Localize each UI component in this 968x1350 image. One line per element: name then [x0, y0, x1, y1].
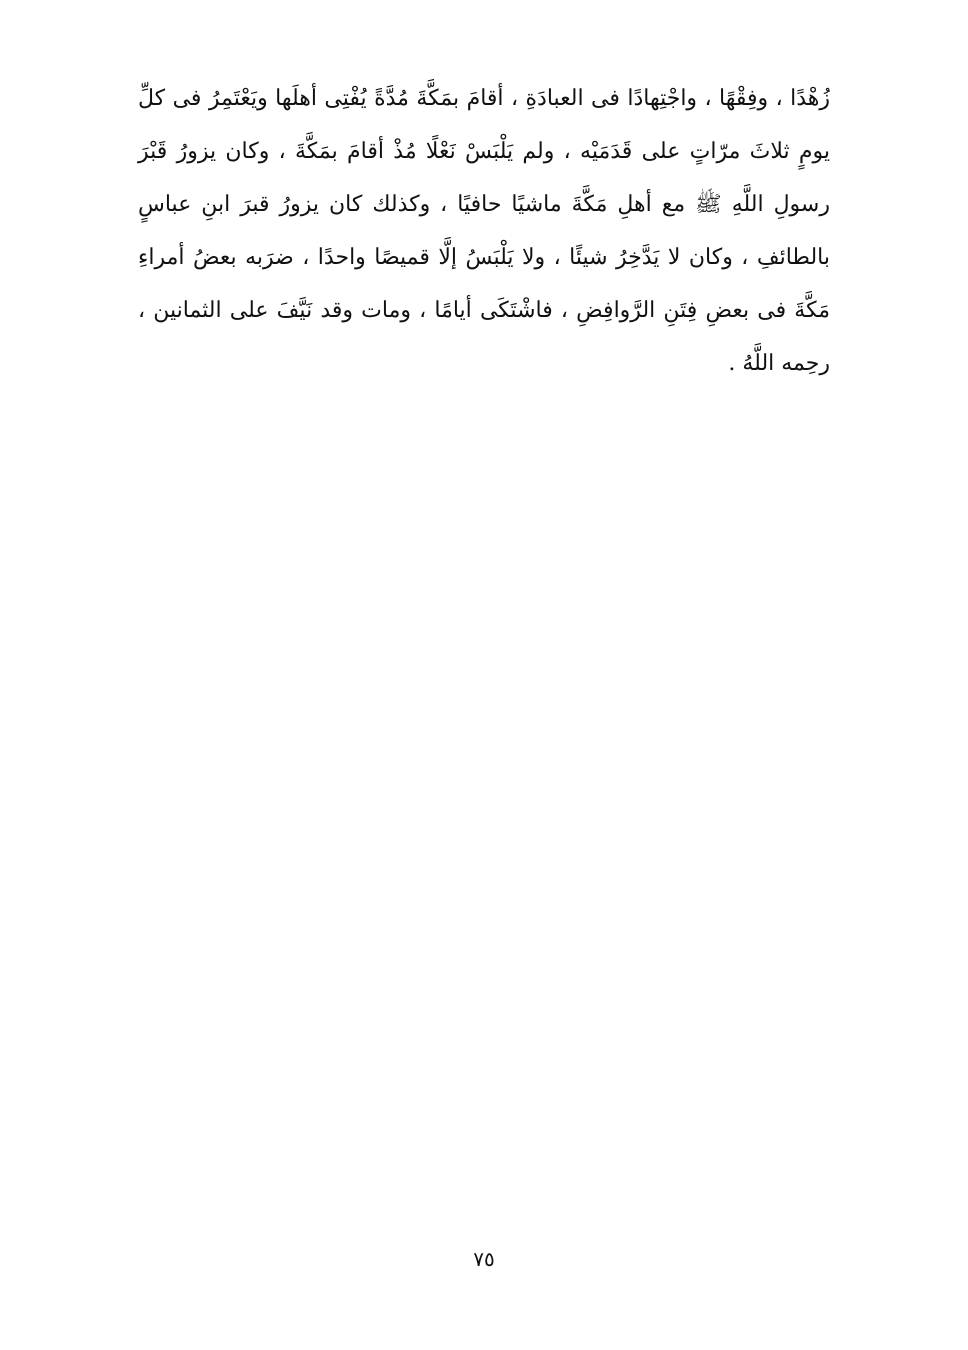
body-paragraph — [138, 72, 830, 390]
text-line: رحِمه اللَّهُ . — [728, 351, 830, 376]
page-number: ٧٥ — [473, 1247, 495, 1271]
text-line: يومٍ ثلاثَ مرّاتٍ على قَدَمَيْه ، ولم يَلْبَسْ نَعْلًا مُذْ أقامَ بمَكَّةَ ، وكان يزورُ قَبْرَ — [138, 139, 830, 164]
text-line: مَكَّةَ فى بعضِ فِتَنِ الرَّوافِضِ ، فاشْتَكَى أيامًا ، ومات وقد نَيَّفَ على الثمانين ، — [138, 298, 830, 323]
text-line: زُهْدًا ، وفِقْهًا ، واجْتِهادًا فى العبادَةِ ، أقامَ بمَكَّةَ مُدَّةً يُفْتِى أهلَها ويَعْتَمِرُ فى كلِّ — [138, 86, 830, 111]
text-line: بالطائفِ ، وكان لا يَدَّخِرُ شيئًا ، ولا يَلْبَسُ إلَّا قميصًا واحدًا ، ضرَبه بعضُ أمراءِ — [138, 245, 830, 270]
text-line: رسولِ اللَّهِ ﷺ مع أهلِ مَكَّةَ ماشيًا حافيًا ، وكذلك كان يزورُ قبرَ ابنِ عباسٍ — [138, 192, 830, 217]
